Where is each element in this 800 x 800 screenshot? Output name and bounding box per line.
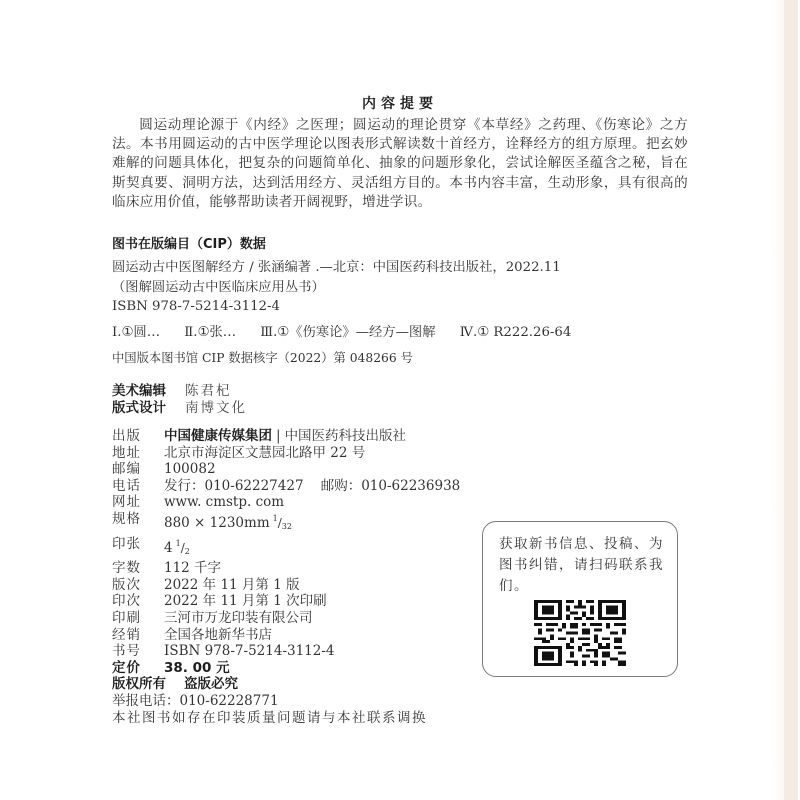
pub-row-format bbox=[112, 511, 460, 536]
pub-row-publisher bbox=[112, 428, 460, 445]
cip-class-4: Ⅳ.① R222.26-64 bbox=[459, 324, 572, 340]
qr-code-icon[interactable] bbox=[534, 600, 626, 666]
pub-row-sheets bbox=[112, 536, 460, 561]
pub-value: 2022 年 11 月第 1 版 bbox=[164, 576, 300, 593]
pub-row-website bbox=[112, 494, 460, 511]
pub-row-address bbox=[112, 445, 460, 462]
cip-section bbox=[112, 235, 692, 367]
pub-value: 2022 年 11 月第 1 次印刷 bbox=[164, 593, 327, 610]
pub-label: 规格 bbox=[112, 510, 141, 527]
cip-classification bbox=[112, 323, 692, 343]
pub-value: 北京市海淀区文慧园北路甲 22 号 bbox=[164, 444, 366, 461]
cip-class-2: Ⅱ.①张… bbox=[184, 324, 237, 340]
pub-value bbox=[164, 536, 190, 561]
pub-label: 定价 bbox=[112, 659, 141, 676]
pub-row-wordcount bbox=[112, 560, 460, 577]
credit-value: 陈君杞 bbox=[185, 383, 232, 399]
pub-label: 电话 bbox=[112, 477, 141, 494]
cip-class-1: Ⅰ.①圆… bbox=[112, 324, 160, 340]
cip-heading: 图书在版编目（CIP）数据 bbox=[112, 237, 266, 252]
quality-notice: 本社图书如存在印装质量问题请与本社联系调换 bbox=[112, 709, 427, 726]
cip-series-line: （图解圆运动古中医临床应用丛书） bbox=[112, 279, 325, 295]
pub-row-edition bbox=[112, 577, 460, 594]
pub-row-printer bbox=[112, 610, 460, 627]
page-edge-strip bbox=[784, 0, 798, 800]
credit-value: 南博文化 bbox=[185, 400, 247, 416]
credit-art-editor bbox=[112, 383, 247, 400]
fraction-slash: / bbox=[180, 540, 185, 555]
pub-label: 网址 bbox=[112, 494, 141, 511]
sheets-fraction-den: 2 bbox=[184, 546, 190, 556]
pub-value: 发行：010-62227427 邮购：010-62236938 bbox=[164, 477, 461, 494]
copyright-right: 盗版必究 bbox=[184, 676, 238, 693]
credit-layout-design bbox=[112, 400, 247, 417]
price-value: 38. 00 元 bbox=[164, 659, 230, 676]
sheets-value: 4 bbox=[164, 539, 173, 556]
copyright-notice bbox=[112, 676, 460, 693]
credit-label: 版式设计 bbox=[112, 400, 166, 416]
pub-value: www. cmstp. com bbox=[164, 494, 285, 511]
pub-label: 字数 bbox=[112, 560, 141, 577]
pub-label: 邮编 bbox=[112, 461, 141, 478]
pub-row-postcode bbox=[112, 461, 460, 478]
pub-value bbox=[164, 511, 292, 536]
pub-label: 书号 bbox=[112, 643, 141, 660]
cip-title-line: 圆运动古中医图解经方 / 张涵编著 .—北京：中国医药科技出版社，2022.11 bbox=[112, 260, 561, 275]
pub-value: 三河市万龙印装有限公司 bbox=[164, 609, 313, 626]
publication-info bbox=[112, 428, 460, 727]
pub-label: 印刷 bbox=[112, 609, 141, 626]
report-phone: 举报电话：010-62228771 bbox=[112, 692, 279, 709]
pub-value: 100082 bbox=[164, 461, 216, 478]
format-fraction-den: 32 bbox=[281, 521, 292, 531]
fraction-slash: / bbox=[277, 515, 282, 530]
credits-section bbox=[112, 383, 247, 417]
pub-label: 版次 bbox=[112, 576, 141, 593]
summary-body: 圆运动理论源于《内经》之医理；圆运动的理论贯穿《本草经》之药理、《伤寒论》之方法。本书用圆运动的古中医学理论以图表形式解读数十首经方，诠释经方的组方原理。把玄妙难解的问题具体化，把复杂的问题简单化、抽象的问题形象化，尝试诠解医圣蕴含之秘，旨在斯契真要、洞明方法，达到活用经方、灵活组方目的。本书内容丰富，生动形象，具有很高的临床应用价值，能够帮助读者开阔视野，增进学识。 bbox=[112, 117, 688, 210]
pub-label: 出版 bbox=[112, 428, 141, 444]
pub-value: ISBN 978-7-5214-3112-4 bbox=[164, 643, 335, 660]
format-fraction-num: 1 bbox=[272, 513, 278, 523]
pub-label: 经销 bbox=[112, 626, 141, 643]
pub-label: 印次 bbox=[112, 593, 141, 610]
pub-row-distributor bbox=[112, 627, 460, 644]
credit-label: 美术编辑 bbox=[112, 383, 166, 399]
pub-label: 印张 bbox=[112, 535, 141, 552]
qr-info-box bbox=[482, 521, 678, 677]
qr-info-text: 获取新书信息、投稿、为图书纠错，请扫码联系我们。 bbox=[499, 536, 664, 594]
format-size: 880 × 1230mm bbox=[164, 514, 270, 531]
publisher-press: 中国医药科技出版社 bbox=[284, 428, 407, 444]
publisher-separator: | bbox=[276, 428, 281, 444]
cip-class-3: Ⅲ.①《伤寒论》—经方—图解 bbox=[260, 324, 436, 340]
pub-value: 全国各地新华书店 bbox=[164, 626, 272, 643]
page-edge-shadow bbox=[770, 0, 784, 800]
summary-title: 内容提要 bbox=[362, 96, 438, 112]
pub-value bbox=[164, 428, 406, 445]
pub-row-impression bbox=[112, 593, 460, 610]
pub-row-price bbox=[112, 660, 460, 677]
cip-isbn-line: ISBN 978-7-5214-3112-4 bbox=[112, 299, 280, 314]
publisher-group: 中国健康传媒集团 bbox=[164, 428, 272, 444]
sheets-fraction-num: 1 bbox=[175, 538, 181, 548]
pub-row-isbn bbox=[112, 643, 460, 660]
cip-verification: 中国版本图书馆 CIP 数据核字（2022）第 048266 号 bbox=[112, 351, 413, 365]
copyright-left: 版权所有 bbox=[112, 676, 166, 693]
pub-row-phone bbox=[112, 478, 460, 495]
pub-value: 112 千字 bbox=[164, 560, 222, 577]
pub-label: 地址 bbox=[112, 444, 141, 461]
